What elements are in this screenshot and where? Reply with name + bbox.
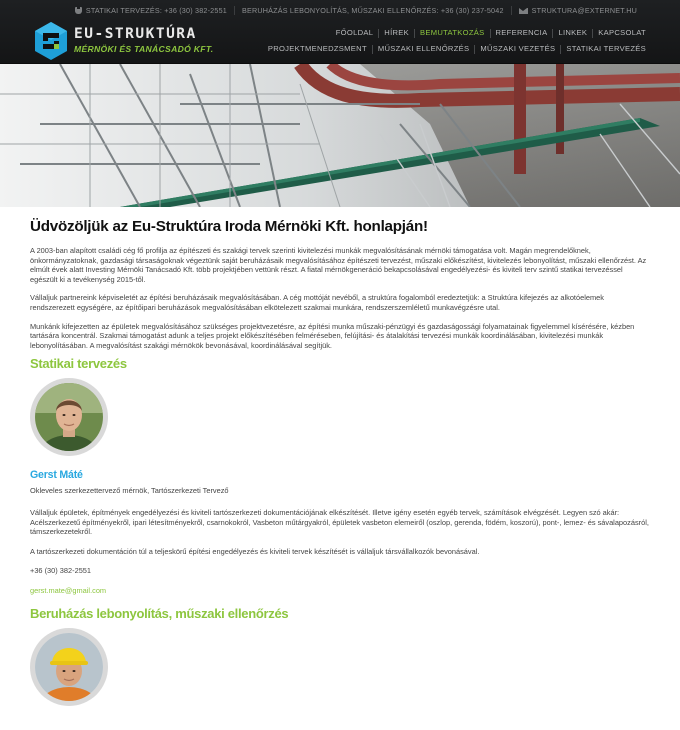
person-email-link[interactable]: gerst.mate@gmail.com <box>30 585 107 595</box>
nav-secondary <box>263 44 646 54</box>
person-phone: +36 (30) 382-2551 <box>30 566 92 576</box>
contact-phone-statics[interactable] <box>68 6 234 15</box>
person-name: Gerst Máté <box>30 469 83 482</box>
main-navigation <box>226 0 646 64</box>
nav-muszaki-vezetes[interactable]: MŰSZAKI VEZETÉS <box>480 44 556 53</box>
nav-primary <box>331 28 646 38</box>
site-header <box>0 0 680 64</box>
section-title-supervision: Beruházás lebonyolítás, műszaki ellenőrzés <box>30 605 289 621</box>
nav-bemutatkozas[interactable]: BEMUTATKOZÁS <box>420 28 485 37</box>
avatar-frame <box>30 628 108 706</box>
statics-description: Vállaljuk épületek, építmények engedélyezési és kiviteli tartószerkezeti dokumentációjának elkészítését. Illetve igény esetén egyéb tervek, számítások elvégzését. Legyen szó akár: Acélszerkezetű építményekről, ipari létesítményekről, csarnokokról, Vasbeton műtárgyakról, épületek vasbeton elemeiről (oszlop, gerenda, födém, koszorú), pont-, lemez- és sávalapozásról, támszerkezetekről. <box>30 507 649 537</box>
intro-paragraph-1: A 2003-ban alapított családi cég fő profilja az építészeti és szakági tervek szerinti kivitelezési munkák megvalósításának mérnöki támogatása volt. Magán megrendelőknek, önkormányzatoknak, gazdasági társaságoknak végeztünk saját beruházásaik megvalósításához építészeti tervezést, műszaki előkészítést, kivitelezés lebonyolítást, műszaki ellenőrzést. Az elmúlt évek alatt Investing Mérnöki Tanácsadó Kft. több projektjében vettünk részt. A fiatal mérnökgeneráció bekapcsolásával engedélyezési- és kiviteli terv szintű statikai tervezéssel egészült ki a tevékenység 2015-től. <box>30 246 647 284</box>
hero-banner <box>0 64 680 207</box>
nav-kapcsolat[interactable]: KAPCSOLAT <box>598 28 646 37</box>
person-portrait-icon <box>35 383 103 451</box>
person-hardhat-portrait-icon <box>35 633 103 701</box>
site-logo[interactable] <box>34 21 213 61</box>
main-content <box>0 207 680 706</box>
logo-name: EU-STRUKTÚRA <box>74 25 197 42</box>
nav-fooldal[interactable]: FŐOLDAL <box>335 28 374 37</box>
nav-muszaki-ellenorzes[interactable]: MŰSZAKI ELLENŐRZÉS <box>377 44 470 53</box>
nav-statikai-tervezes[interactable]: STATIKAI TERVEZÉS <box>566 44 646 53</box>
industrial-hall-image <box>0 64 680 207</box>
logo-mark-icon <box>34 21 68 61</box>
contact-email-text: STRUKTURA@EXTERNET.HU <box>531 6 637 15</box>
nav-referencia[interactable]: REFERENCIA <box>495 28 548 37</box>
nav-linkek[interactable]: LINKEK <box>558 28 588 37</box>
statics-extra: A tartószerkezeti dokumentáción túl a teljeskörű építési engedélyezés és kiviteli tervek készítését is vállaljuk társvállalkozók bevonásával. <box>30 546 480 556</box>
avatar-gerst-mate <box>35 383 103 451</box>
contact-phone-statics-text: STATIKAI TERVEZÉS: +36 (30) 382-2551 <box>85 6 227 15</box>
logo-subtitle: MÉRNÖKI ÉS TANÁCSADÓ KFT. <box>74 43 214 54</box>
intro-paragraph-3: Munkánk kifejezetten az épületek megvalósításához szükséges projektvezetésre, az építési munka műszaki-pénzügyi és gazdaságossági folyamatainak figyelemmel kísérésére, kézben tartására koncentrál. Szakmai támogatást adunk a teljes projekt előkészítésében felméréseben, felújítási- és átalakítási tervezési munkák koordinálásában, kivitelezési munkák lebonyolításában. A megvalósítást szakági mérnökök bevonásával, koordinálásával segítjük. <box>30 321 635 350</box>
nav-hirek[interactable]: HÍREK <box>384 28 410 37</box>
avatar-frame <box>30 378 108 456</box>
nav-projektmenedzsment[interactable]: PROJEKTMENEDZSMENT <box>267 44 367 53</box>
avatar-supervisor <box>35 633 103 701</box>
section-title-statics: Statikai tervezés <box>30 356 127 372</box>
page-title: Üdvözöljük az Eu-Struktúra Iroda Mérnöki Kft. honlapján! <box>30 218 428 235</box>
intro-paragraph-2: Vállaljuk partnereink képviseletét az építési beruházásaik megvalósításában. A cég mottóját nevéből, a struktúra fogalomból eredeztetjük: a Struktúra kifejezés az alkotóelemek rendszerezett egységére, az építőipari beruházások megvalósításában elkötelezett szakmai munkára, rendszerszemléletű munkavégzésre utal. <box>30 293 604 312</box>
phone-icon <box>75 7 82 14</box>
contact-phone-supervision-text: BERUHÁZÁS LEBONYOLÍTÁS, MŰSZAKI ELLENŐRZÉS: +36 (30) 237-5042 <box>241 6 504 15</box>
person-role: Okleveles szerkezettervező mérnök, Tartószerkezeti Tervező <box>30 486 229 496</box>
